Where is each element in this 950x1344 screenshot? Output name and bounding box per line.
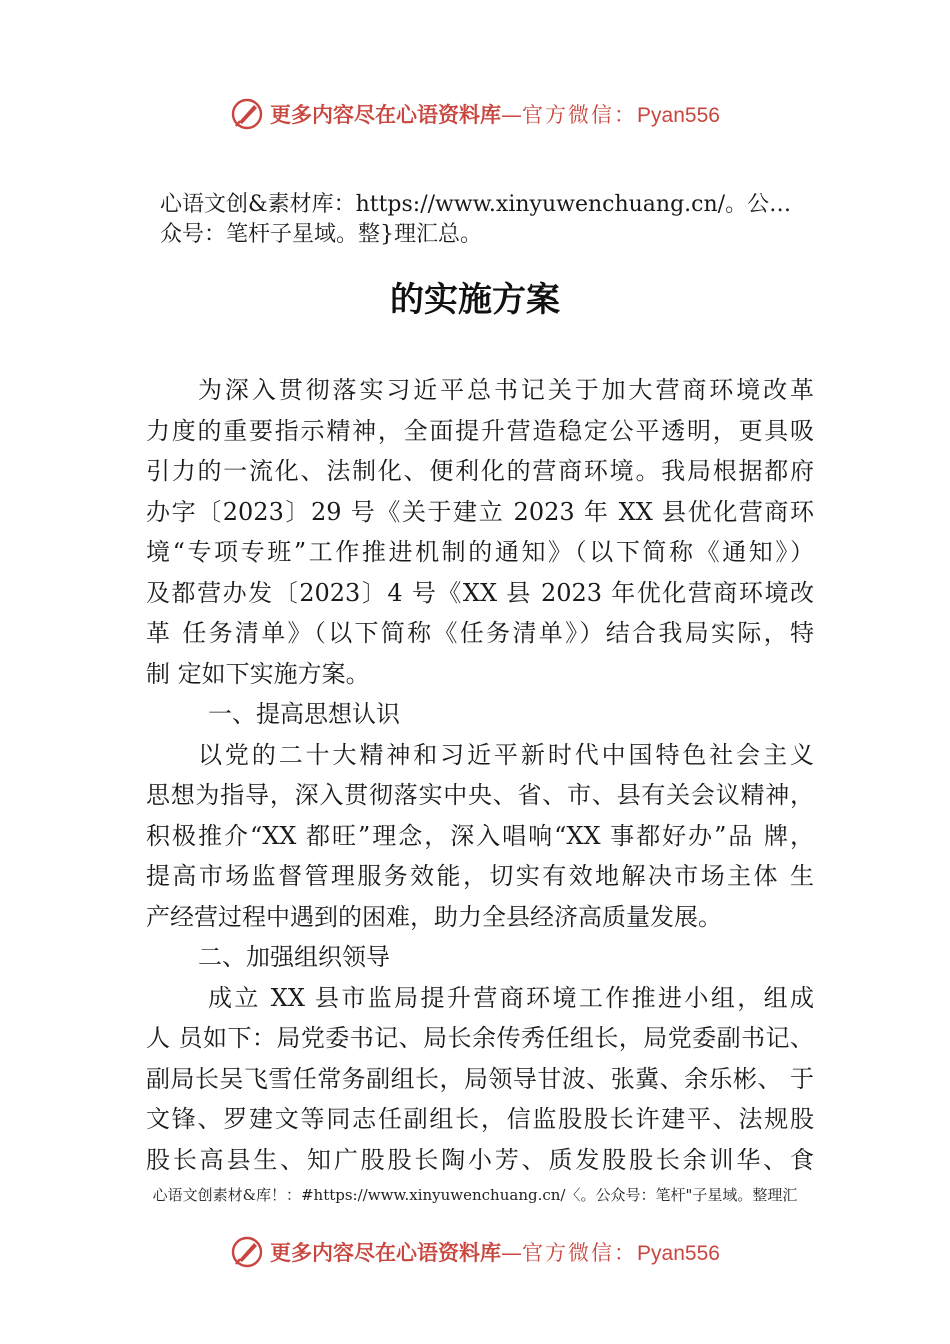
paragraph-line: 提高市场监督管理服务效能，切实有效地解决市场主体 生 xyxy=(146,862,814,890)
banner-label: 更多内容尽在心语资料库 xyxy=(270,1241,502,1265)
banner-dash: — xyxy=(501,103,523,127)
header-note xyxy=(160,190,840,250)
banner-text xyxy=(270,1237,720,1267)
paragraph-line: 人 员如下：局党委书记、局长余传秀任组长，局党委副书记、 xyxy=(146,1024,814,1052)
paragraph-line: 以党的二十大精神和习近平新时代中国特色社会主义 xyxy=(198,740,814,769)
paragraph-line: 副局长吴飞雪任常务副组长，局领导甘波、张冀、余乐彬、 于 xyxy=(146,1064,814,1093)
quill-pen-logo-icon xyxy=(230,1235,264,1269)
banner-dash: — xyxy=(501,1241,523,1265)
paragraph-line: 引力的一流化、法制化、便利化的营商环境。我局根据都府 xyxy=(146,457,814,485)
paragraph-line: 产经营过程中遇到的困难，助力全县经济高质量发展。 xyxy=(146,902,722,931)
quill-pen-logo-icon xyxy=(230,97,264,131)
header-note-line-2: 众号：笔杆子星域。整}理汇总。 xyxy=(160,222,482,247)
paragraph-line: 及都营办发〔2023〕4 号《XX 县 2023 年优化营商环境改 xyxy=(146,578,814,607)
footer-note: 心语文创素材&库！：#https://www.xinyuwenchuang.cn/〈。公众号：笔杆"子星域。整理汇 xyxy=(152,1186,798,1204)
paragraph-line: 制 定如下实施方案。 xyxy=(146,659,370,688)
section-heading: 二、加强组织领导 xyxy=(198,943,390,971)
paragraph-line: 股长高县生、知广股股长陶小芳、质发股股长余训华、食 xyxy=(146,1145,814,1174)
paragraph-line: 成立 XX 县市监局提升营商环境工作推进小组，组成 xyxy=(208,983,814,1012)
paragraph-line: 办字〔2023〕29 号《关于建立 2023 年 XX 县优化营商环 xyxy=(146,497,814,526)
section-heading: 一、提高思想认识 xyxy=(208,700,400,728)
banner-wechat-label: 官方微信： xyxy=(522,1241,638,1265)
document-body xyxy=(146,370,814,1180)
paragraph-line: 积极推介“XX 都旺”理念，深入唱响“XX 事都好办”品 牌， xyxy=(146,821,814,850)
header-note-line-1: 心语文创&素材库：https://www.xinyuwenchuang.cn/。公… xyxy=(160,192,792,217)
top-watermark-banner xyxy=(0,94,950,134)
paragraph-line: 文锋、罗建文等同志任副组长，信监股股长许建平、法规股 xyxy=(146,1105,814,1133)
banner-wechat-id: Pyan556 xyxy=(637,104,720,127)
paragraph-line: 思想为指导，深入贯彻落实中央、省、市、县有关会议精神， xyxy=(146,781,814,809)
bottom-watermark-banner xyxy=(0,1232,950,1272)
paragraph-line: 力度的重要指示精神，全面提升营造稳定公平透明，更具吸 xyxy=(146,416,814,445)
banner-text xyxy=(270,99,720,129)
paragraph-line: 为深入贯彻落实习近平总书记关于加大营商环境改革 xyxy=(198,376,814,404)
paragraph-line: 革 任务清单》（以下简称《任务清单》）结合我局实际，特 xyxy=(146,619,814,647)
banner-wechat-id: Pyan556 xyxy=(637,1242,720,1265)
banner-label: 更多内容尽在心语资料库 xyxy=(270,103,502,127)
document-title: 的实施方案 xyxy=(390,280,560,320)
banner-wechat-label: 官方微信： xyxy=(522,103,638,127)
paragraph-line: 境“专项专班”工作推进机制的通知》（以下简称《通知》） xyxy=(146,538,814,566)
